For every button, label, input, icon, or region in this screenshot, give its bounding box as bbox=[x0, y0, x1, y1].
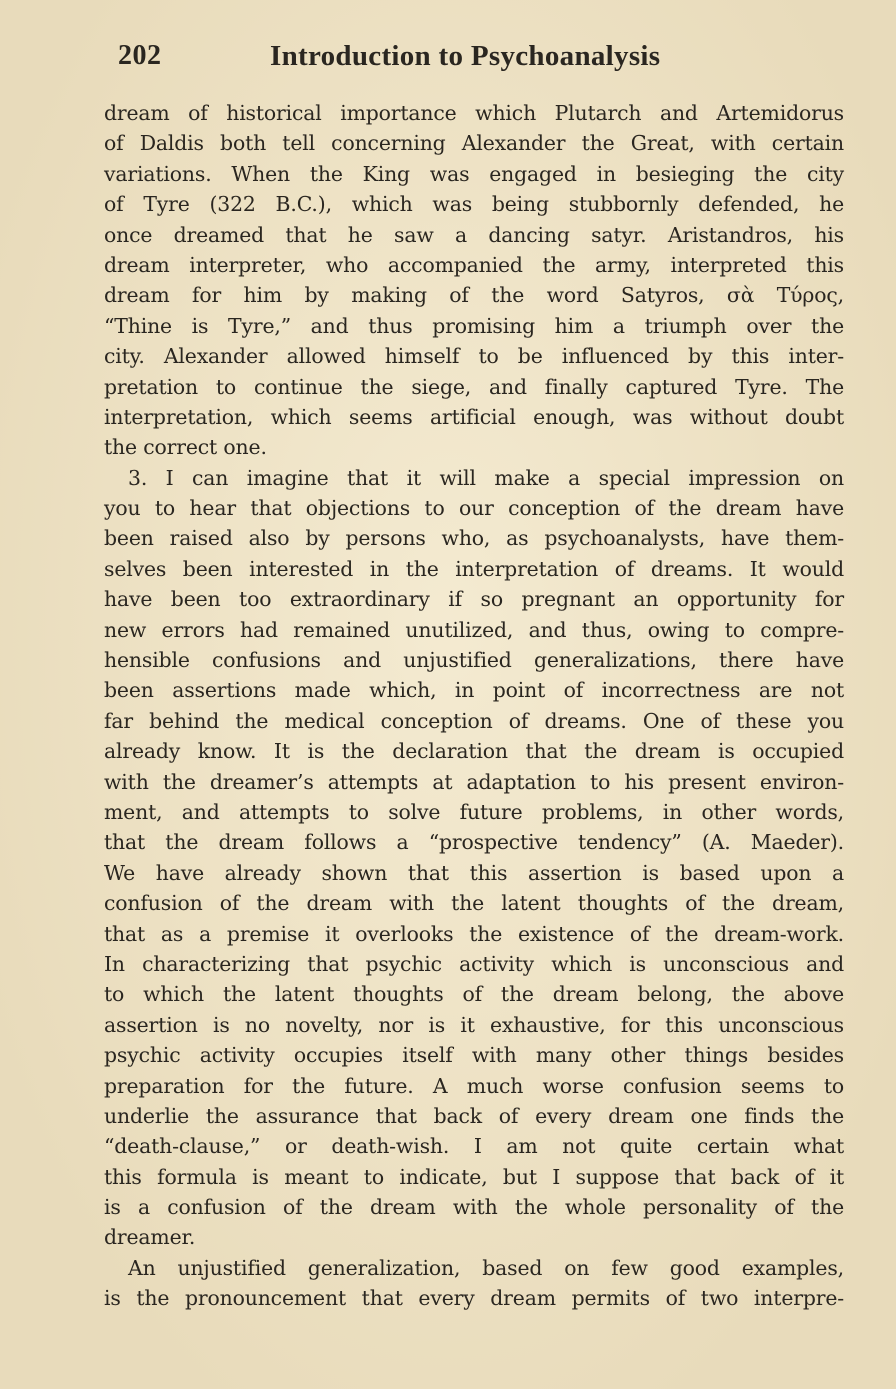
text-line: been raised also by persons who, as psychoanalysts, have them- bbox=[104, 526, 844, 551]
running-title: Introduction to Psychoanalysis bbox=[270, 40, 661, 72]
text-line: of Daldis both tell concerning Alexander the Great, with certain bbox=[104, 131, 844, 156]
text-line: In characterizing that psychic activity which is unconscious and bbox=[104, 951, 844, 976]
text-line: city. Alexander allowed himself to be influenced by this inter- bbox=[104, 344, 844, 369]
text-line: have been too extraordinary if so pregnant an opportunity for bbox=[104, 587, 844, 612]
text-line: that as a premise it overlooks the existence of the dream-work. bbox=[104, 921, 844, 946]
text-line: once dreamed that he saw a dancing satyr. Aristandros, his bbox=[104, 222, 844, 247]
page-number: 202 bbox=[118, 40, 162, 71]
text-line: this formula is meant to indicate, but I suppose that back of it bbox=[104, 1164, 844, 1189]
text-line: variations. When the King was engaged in besieging the city bbox=[104, 161, 844, 186]
text-line: pretation to continue the siege, and finally captured Tyre. The bbox=[104, 374, 844, 399]
text-line: “death-clause,” or death-wish. I am not quite certain what bbox=[104, 1134, 844, 1159]
text-line: far behind the medical conception of dreams. One of these you bbox=[104, 708, 844, 733]
text-line: “Thine is Tyre,” and thus promising him a triumph over the bbox=[104, 313, 844, 338]
text-line: selves been interested in the interpretation of dreams. It would bbox=[104, 556, 844, 581]
text-line: you to hear that objections to our conception of the dream have bbox=[104, 496, 844, 521]
text-line: assertion is no novelty, nor is it exhaustive, for this unconscious bbox=[104, 1012, 844, 1037]
text-line: been assertions made which, in point of incorrectness are not bbox=[104, 678, 844, 703]
text-line: dream for him by making of the word Satyros, σὰ Τύρος, bbox=[104, 283, 844, 308]
page-header bbox=[118, 40, 838, 80]
text-line: dream of historical importance which Plutarch and Artemidorus bbox=[104, 101, 844, 125]
text-line: 3. I can imagine that it will make a special impression on bbox=[128, 465, 844, 490]
text-line: dreamer. bbox=[104, 1225, 196, 1250]
text-line: preparation for the future. A much worse confusion seems to bbox=[104, 1073, 844, 1098]
text-line: to which the latent thoughts of the dream belong, the above bbox=[104, 982, 844, 1007]
text-line: ment, and attempts to solve future problems, in other words, bbox=[104, 799, 844, 824]
text-line: the correct one. bbox=[104, 435, 267, 460]
text-line: We have already shown that this assertion is based upon a bbox=[104, 860, 844, 885]
text-line: of Tyre (322 B.C.), which was being stubbornly defended, he bbox=[104, 192, 844, 217]
text-line: interpretation, which seems artificial enough, was without doubt bbox=[104, 404, 844, 429]
text-line: is the pronouncement that every dream permits of two interpre- bbox=[104, 1286, 844, 1311]
text-line: An unjustified generalization, based on few good examples, bbox=[128, 1255, 844, 1280]
text-line: is a confusion of the dream with the whole personality of the bbox=[104, 1195, 844, 1220]
text-line: that the dream follows a “prospective tendency” (A. Maeder). bbox=[104, 830, 844, 855]
text-line: with the dreamer’s attempts at adaptation to his present environ- bbox=[104, 769, 844, 794]
text-line: psychic activity occupies itself with many other things besides bbox=[104, 1043, 844, 1068]
text-line: already know. It is the declaration that the dream is occupied bbox=[104, 739, 844, 764]
text-line: underlie the assurance that back of every dream one finds the bbox=[104, 1103, 844, 1128]
text-line: confusion of the dream with the latent thoughts of the dream, bbox=[104, 891, 844, 916]
body-text bbox=[104, 98, 844, 1314]
text-line: dream interpreter, who accompanied the army, interpreted this bbox=[104, 252, 844, 277]
text-line: hensible confusions and unjustified generalizations, there have bbox=[104, 648, 844, 673]
text-line: new errors had remained unutilized, and thus, owing to compre- bbox=[104, 617, 844, 642]
